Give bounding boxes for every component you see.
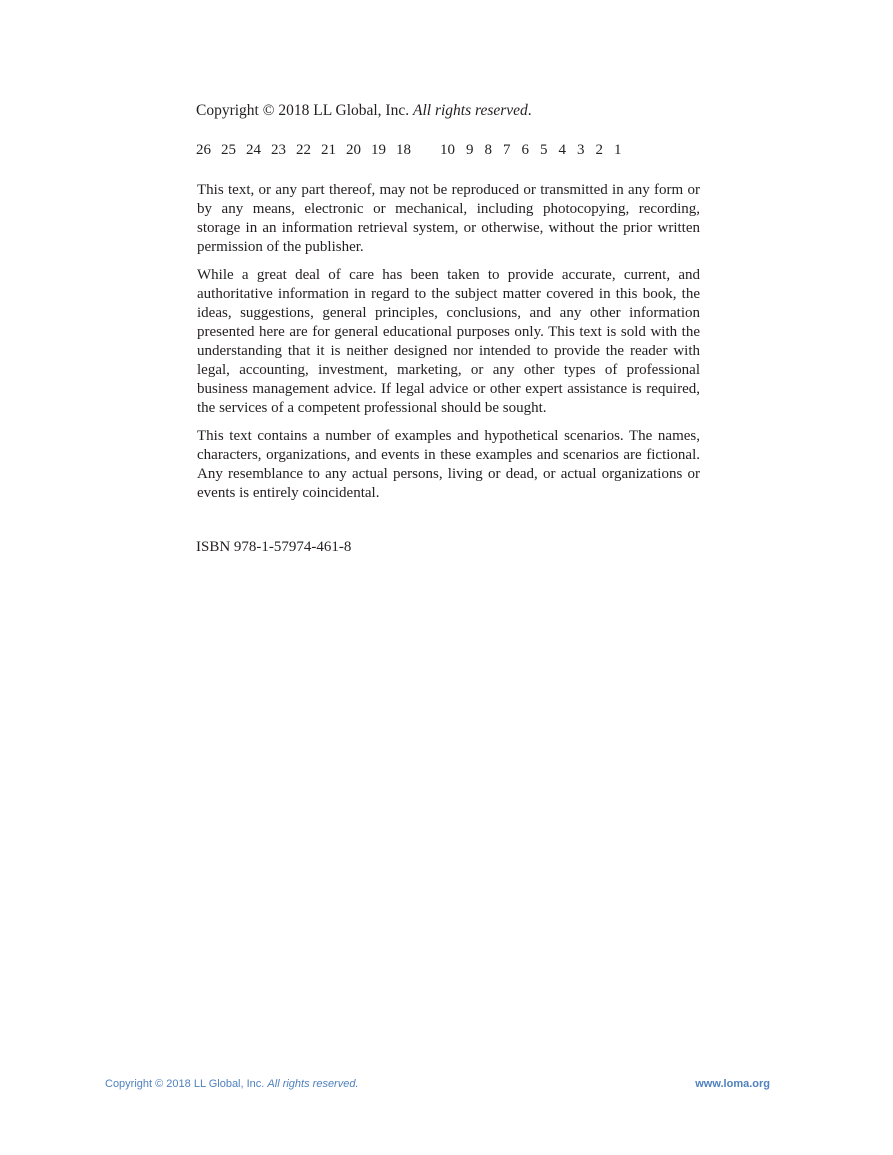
printing-number-year-5: 21 — [321, 142, 336, 158]
printing-number-impression-1: 9 — [466, 142, 474, 158]
printing-number-impression-2: 8 — [484, 142, 492, 158]
isbn: ISBN 978-1-57974-461-8 — [196, 539, 352, 555]
printing-number-impression-7: 3 — [577, 142, 585, 158]
footer-copyright — [105, 1076, 359, 1092]
reproduction-notice: This text, or any part thereof, may not be reproduced or transmitted in any form or by any means, electronic or mechanical, including photocopying, recording, storage in an information retrieval system, or otherwise, without the prior written permission of the publisher. — [197, 182, 700, 255]
printing-number-impression-5: 5 — [540, 142, 548, 158]
printing-number-year-3: 23 — [271, 142, 286, 158]
printing-number-impression-8: 2 — [595, 142, 603, 158]
printing-number-impression-4: 6 — [521, 142, 529, 158]
printing-number-impression-3: 7 — [503, 142, 511, 158]
copyright-text: Copyright © 2018 LL Global, Inc. — [196, 102, 410, 119]
footer-website-link[interactable]: www.loma.org — [695, 1078, 770, 1090]
fiction-notice: This text contains a number of examples and hypothetical scenarios. The names, characters, organizations, and events in these examples and scenarios are fictional. Any resemblance to any actual persons, living or dead, or actual organizations or events is entirely coincidental. — [197, 428, 700, 501]
printing-number-year-6: 20 — [346, 142, 361, 158]
printing-number-year-1: 25 — [221, 142, 236, 158]
copyright-period: . — [527, 102, 532, 119]
printing-number-year-0: 26 — [196, 142, 211, 158]
printing-number-impression-6: 4 — [558, 142, 566, 158]
legal-text — [197, 181, 700, 512]
printing-number-impression-0: 10 — [440, 142, 455, 158]
printing-line — [196, 140, 622, 160]
printing-number-impression-9: 1 — [614, 142, 622, 158]
copyright-notice — [196, 101, 532, 121]
footer-rights-text: All rights reserved. — [267, 1078, 359, 1090]
disclaimer-paragraph: While a great deal of care has been taken to provide accurate, current, and authoritative information in regard to the subject matter covered in this book, the ideas, suggestions, general principles, conclusions, and any other information presented here are for general educational purposes only. This text is sold with the understanding that it is neither designed nor intended to provide the reader with legal, accounting, investment, marketing, or any other types of professional business management advice. If legal advice or other expert assistance is required, the services of a competent professional should be sought. — [197, 267, 700, 416]
footer-copyright-text: Copyright © 2018 LL Global, Inc. — [105, 1078, 265, 1090]
printing-number-year-8: 18 — [396, 142, 411, 158]
rights-reserved-text: All rights reserved — [412, 102, 528, 119]
printing-number-year-7: 19 — [371, 142, 386, 158]
printing-number-year-2: 24 — [246, 142, 261, 158]
printing-number-year-4: 22 — [296, 142, 311, 158]
